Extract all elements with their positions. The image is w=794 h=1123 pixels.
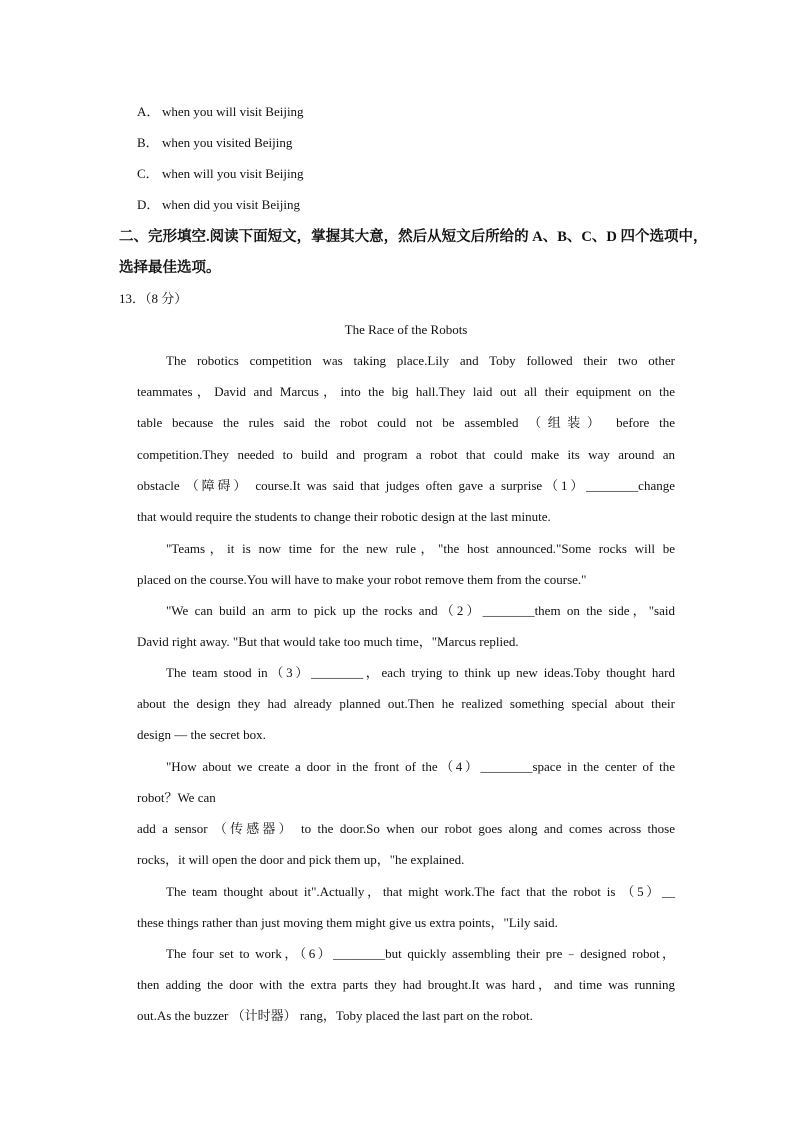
paragraph-line: then adding the door with the extra parts they had brought.It was hard，and time was running — [137, 977, 675, 993]
option-a-letter: A． — [137, 104, 160, 119]
paragraph-5 — [137, 751, 675, 813]
paragraph-line: The robotics competition was taking place.Lily and Toby followed their two other — [166, 353, 675, 368]
option-d-letter: D． — [137, 197, 160, 212]
paragraph-line: The team thought about it".Actually，that might work.The fact that the robot is （5）__ — [166, 884, 675, 899]
paragraph-line: design — the secret box. — [137, 727, 266, 743]
option-c-letter: C． — [137, 166, 159, 181]
option-d-text: when did you visit Beijing — [162, 197, 300, 212]
passage-title: The Race of the Robots — [344, 322, 468, 337]
paragraph-2 — [137, 533, 675, 595]
paragraph-8 — [137, 938, 675, 1032]
paragraph-line: David right away. "But that would take too much time，"Marcus replied. — [137, 634, 519, 650]
option-c — [137, 165, 304, 183]
paragraph-line: these things rather than just moving them might give us extra points，"Lily said. — [137, 915, 558, 931]
paragraph-6 — [137, 813, 675, 875]
paragraph-3 — [137, 595, 675, 657]
option-b — [137, 134, 292, 152]
option-a — [137, 103, 304, 121]
section-heading — [119, 222, 708, 284]
question-number: 13．（8 分） — [119, 291, 188, 306]
paragraph-line: placed on the course.You will have to make your robot remove them from the course." — [137, 572, 587, 588]
paragraph-line: add a sensor （传感器） to the door.So when our robot goes along and comes across those — [137, 821, 675, 836]
paragraph-line: obstacle （障碍） course.It was said that judges often gave a surprise（1）________change — [137, 477, 675, 493]
paragraph-line: that would require the students to change their robotic design at the last minute. — [137, 509, 551, 525]
paragraph-line: table because the rules said the robot could not be assembled （组装） before the — [137, 415, 675, 431]
paragraph-line: robot？We can — [137, 790, 216, 806]
section-heading-line2: 选择最佳选项。 — [119, 260, 221, 276]
paragraph-line: out.As the buzzer （计时器） rang，Toby placed the last part on the robot. — [137, 1008, 533, 1024]
paragraph-line: The team stood in（3）________，each trying to think up new ideas.Toby thought hard — [166, 665, 675, 680]
section-heading-line1: 二、完形填空.阅读下面短文，掌握其大意，然后从短文后所给的 A、B、C、D 四个选项中， — [119, 229, 708, 245]
paragraph-line: teammates，David and Marcus，into the big hall.They laid out all their equipment on the — [137, 384, 675, 400]
paragraph-line: rocks，it will open the door and pick them up，"he explained. — [137, 852, 465, 868]
paragraph-line: "We can build an arm to pick up the rocks and（2）________them on the side，"said — [166, 603, 675, 618]
option-d — [137, 196, 300, 214]
option-c-text: when will you visit Beijing — [162, 166, 304, 181]
paragraph-line: competition.They needed to build and program a robot that could make its way around an — [137, 446, 675, 462]
option-a-text: when you will visit Beijing — [162, 104, 304, 119]
option-b-letter: B． — [137, 135, 159, 150]
option-b-text: when you visited Beijing — [162, 135, 293, 150]
paragraph-line: "Teams，it is now time for the new rule，"the host announced."Some rocks will be — [166, 541, 675, 556]
paragraph-7 — [137, 876, 675, 938]
paragraph-line: "How about we create a door in the front of the（4）________space in the center of the — [166, 759, 675, 774]
paragraph-1 — [137, 345, 675, 532]
paragraph-line: The four set to work，（6）________but quickly assembling their pre﹣designed robot， — [166, 946, 675, 961]
paragraph-4 — [137, 657, 675, 751]
paragraph-line: about the design they had already planned out.Then he realized something special about their — [137, 696, 675, 712]
